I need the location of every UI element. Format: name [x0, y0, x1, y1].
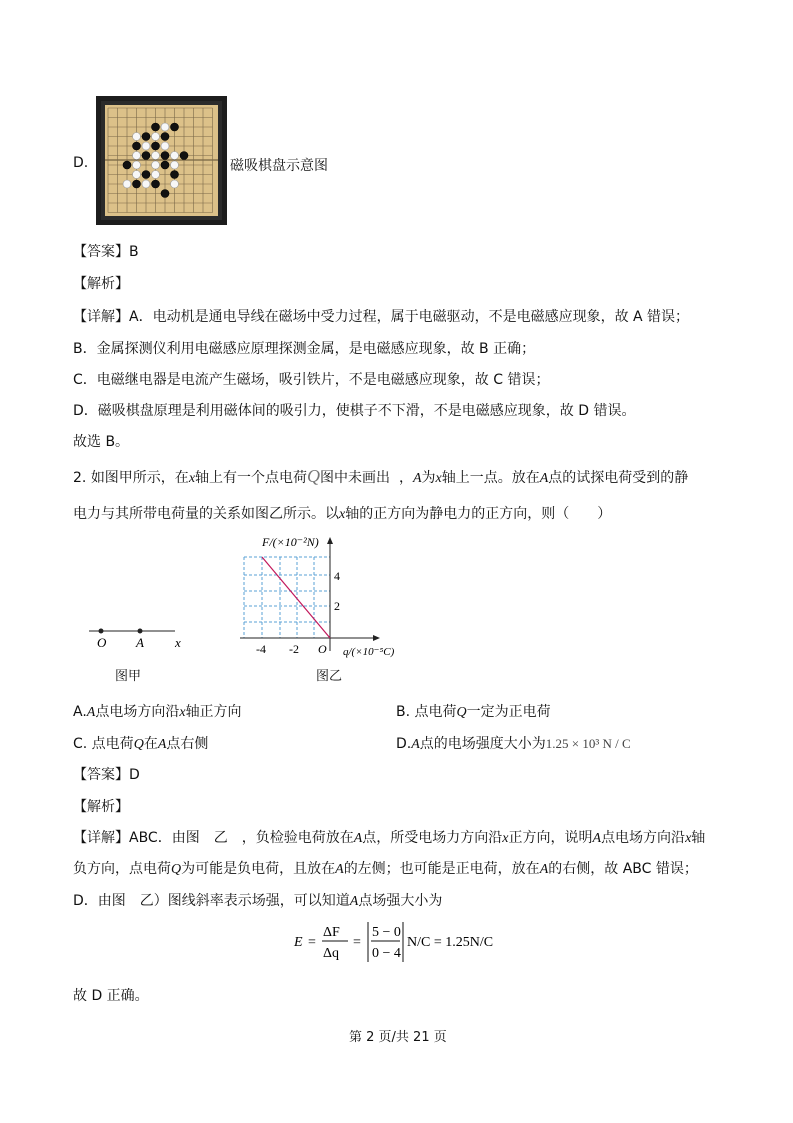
y-axis-label: F/(×10⁻²N)	[262, 535, 319, 549]
q2-stem-text: 图中未画出	[320, 470, 391, 486]
white-stone	[171, 180, 179, 188]
force-charge-line	[262, 557, 330, 638]
black-stone	[142, 152, 150, 160]
q2-detail-text: 为可能是负电荷，且放在	[181, 861, 336, 877]
black-stone	[180, 152, 188, 160]
q2-stem-text: 为	[421, 470, 436, 486]
q2-number: 2.	[73, 470, 87, 486]
var-x: x	[435, 471, 442, 486]
figure-jia	[85, 620, 195, 660]
q1-detail-b: B．金属探测仪利用电磁感应原理探测金属，是电磁感应现象，故 B 正确；	[73, 341, 536, 357]
option-a-text: 轴正方向	[185, 704, 242, 720]
var-a: A	[335, 862, 344, 877]
white-stone	[171, 152, 179, 160]
q2-detail-text: 的左侧；也可能是正电荷，放在	[343, 861, 540, 877]
field-strength-formula	[290, 918, 520, 968]
var-a: A	[411, 737, 420, 752]
var-a: A	[349, 894, 359, 909]
q2-stem-line2	[73, 503, 611, 523]
black-stone	[152, 142, 160, 150]
formula-eq: =	[308, 935, 316, 950]
black-stone	[171, 171, 179, 179]
white-stone	[161, 123, 169, 131]
chess-board-svg	[96, 96, 227, 225]
q1-analysis-heading: 【解析】	[73, 276, 129, 292]
option-c	[73, 733, 208, 753]
x-tick-neg2: -2	[289, 642, 299, 656]
black-stone	[161, 161, 169, 169]
q2-detail-line2	[73, 858, 698, 878]
q2-stem-text: 点的试探电荷受到的静	[548, 470, 689, 486]
q2-detail-text: D．由图 乙）图线斜率表示场强，可以知道	[73, 893, 350, 909]
option-c-text: 点右侧	[166, 736, 209, 752]
option-c-prefix: C. 点电荷	[73, 736, 134, 752]
white-stone	[152, 133, 160, 141]
label-o: O	[97, 635, 107, 650]
q2-detail-text: 的右侧，故 ABC 错误；	[548, 861, 698, 877]
q2-stem-line1	[73, 466, 688, 487]
q2-detail-line1	[73, 827, 705, 847]
var-x: x	[339, 507, 346, 522]
var-x: x	[179, 705, 186, 720]
label-a: A	[136, 635, 144, 650]
q1-conclusion: 故选 B。	[73, 434, 130, 450]
q1-detail-d: D．磁吸棋盘原理是利用磁体间的吸引力，使棋子不下滑，不是电磁感应现象，故 D 错误。	[73, 403, 636, 419]
white-stone	[152, 161, 160, 169]
white-stone	[171, 161, 179, 169]
origin-label: O	[318, 642, 327, 656]
q2-detail-text: 点场强大小为	[358, 893, 443, 909]
formula-denominator: 0 − 4	[372, 946, 401, 961]
black-stone	[133, 142, 141, 150]
x-axis-arrow	[373, 635, 380, 641]
q2-stem-text: 轴上有一个点电荷	[195, 470, 308, 486]
q2-detail-text: 点，所受电场力方向沿	[362, 830, 503, 846]
option-d-value: 1.25 × 10³ N / C	[545, 736, 631, 751]
black-stone	[171, 123, 179, 131]
option-d-text: 点的电场强度大小为	[419, 736, 546, 752]
q2-conclusion: 故 D 正确。	[73, 988, 149, 1004]
white-stone	[133, 152, 141, 160]
q1-answer: 【答案】B	[73, 244, 139, 260]
option-a	[73, 701, 242, 721]
y-tick-2: 2	[334, 599, 340, 613]
q2-stem-text: 轴的正方向为静电力的正方向，则（ ）	[345, 506, 612, 522]
q2-stem-text: ，	[398, 470, 413, 486]
var-a: A	[592, 831, 602, 846]
white-stone	[133, 133, 141, 141]
formula-delta-q: Δq	[323, 946, 340, 961]
chess-board-caption: 磁吸棋盘示意图	[230, 158, 328, 174]
formula-numerator: 5 − 0	[372, 925, 401, 940]
option-b	[396, 701, 551, 721]
q2-detail-text: 正方向，说明	[508, 830, 593, 846]
black-stone	[161, 133, 169, 141]
black-stone	[152, 180, 160, 188]
option-d2	[396, 733, 631, 753]
q2-detail-text: 【详解】ABC．由图 乙 ，负检验电荷放在	[73, 830, 354, 846]
white-stone	[142, 142, 150, 150]
var-q: Q	[171, 862, 182, 877]
option-b-text: 一定为正电荷	[466, 704, 551, 720]
formula-e: E	[294, 935, 303, 950]
figure-yi-grid	[244, 557, 330, 638]
white-stone	[152, 152, 160, 160]
q2-detail-text: 轴	[691, 830, 706, 846]
q2-analysis-heading: 【解析】	[73, 799, 129, 815]
var-x: x	[685, 831, 692, 846]
formula-delta-f: ΔF	[323, 925, 340, 940]
black-stone	[133, 180, 141, 188]
q2-answer: 【答案】D	[73, 767, 140, 783]
x-axis-label: q/(×10⁻⁵C)	[343, 646, 395, 658]
white-stone	[161, 142, 169, 150]
q2-detail-line3	[73, 890, 442, 910]
q2-detail-text: 负方向，点电荷	[73, 861, 171, 877]
option-a-prefix: A.	[73, 704, 87, 720]
point-o	[99, 629, 104, 634]
white-stone	[133, 161, 141, 169]
var-a: A	[539, 471, 549, 486]
var-a: A	[353, 831, 363, 846]
black-stone	[123, 161, 131, 169]
var-a: A	[412, 471, 422, 486]
black-stone	[161, 190, 169, 198]
black-stone	[142, 133, 150, 141]
q2-detail-text: 点电场方向沿	[601, 830, 686, 846]
page-footer: 第 2 页/共 21 页	[349, 1030, 447, 1045]
figure-yi	[240, 533, 410, 663]
x-tick-neg4: -4	[256, 642, 266, 656]
option-d-label: D.	[73, 155, 89, 171]
option-d-prefix: D.	[396, 736, 412, 752]
q2-stem-text: 电力与其所带电荷量的关系如图乙所示。以	[73, 506, 339, 522]
y-tick-4: 4	[334, 569, 340, 583]
black-stone	[152, 123, 160, 131]
option-b-prefix: B. 点电荷	[396, 704, 457, 720]
figure-jia-caption: 图甲	[115, 669, 142, 684]
var-x: x	[188, 471, 196, 486]
var-a: A	[539, 862, 549, 877]
var-a: A	[86, 705, 96, 720]
y-axis-arrow	[327, 537, 333, 544]
black-stone	[142, 171, 150, 179]
label-x: x	[175, 635, 181, 650]
white-stone	[123, 180, 131, 188]
formula-result: N/C = 1.25N/C	[407, 935, 494, 950]
figure-yi-caption: 图乙	[316, 669, 343, 684]
var-x: x	[502, 831, 509, 846]
black-stone	[161, 152, 169, 160]
q1-detail-a: 【详解】A．电动机是通电导线在磁场中受力过程，属于电磁驱动，不是电磁感应现象，故 A 错误；	[73, 309, 690, 325]
formula-eq: =	[353, 935, 361, 950]
var-q: Q	[133, 737, 144, 752]
q2-stem-text: 如图甲所示，在	[90, 470, 189, 486]
q1-detail-c: C．电磁继电器是电流产生磁场，吸引铁片，不是电磁感应现象，故 C 错误；	[73, 372, 550, 388]
white-stone	[133, 171, 141, 179]
white-stone	[142, 180, 150, 188]
chess-board-image	[96, 96, 227, 225]
option-c-text: 在	[143, 736, 158, 752]
q2-stem-text: 轴上一点。放在	[441, 470, 540, 486]
option-a-text: 点电场方向沿	[95, 704, 180, 720]
var-a: A	[157, 737, 167, 752]
var-q: Q	[307, 466, 321, 486]
white-stone	[152, 171, 160, 179]
point-a	[138, 629, 143, 634]
var-q: Q	[456, 705, 467, 720]
